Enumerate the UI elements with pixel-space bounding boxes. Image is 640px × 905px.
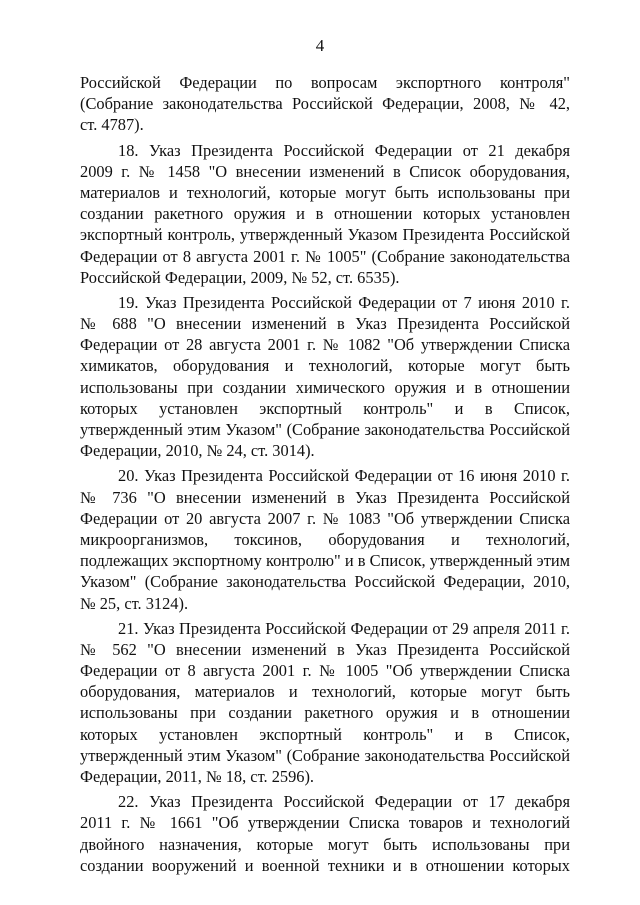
text-line: использованы при создании химического оружия и в отношении [80,377,570,397]
page-number: 4 [315,36,325,55]
text-line: № 736 "О внесении изменений в Указ Президента Российской [80,487,570,507]
paragraph [80,791,570,876]
paragraph [80,72,570,136]
text-line: которых установлен экспортный контроль" и в Список, [80,724,570,744]
text-line: 2009 г. № 1458 "О внесении изменений в Список оборудования, [80,161,570,181]
text-line: утвержденный этим Указом" (Собрание законодательства Российской [80,420,570,439]
text-line: Указом" (Собрание законодательства Российской Федерации, 2010, [80,572,570,592]
text-line: материалов и технологий, которые могут быть использованы при [80,182,570,202]
text-line: № 688 "О внесении изменений в Указ Президента Российской [80,314,570,334]
text-line: 2011 г. № 1661 "Об утверждении Списка товаров и технологий [80,813,570,833]
text-line: 22. Указ Президента Российской Федерации от 17 декабря [118,792,570,812]
paragraph [80,292,570,462]
text-line: создании вооружений и военной техники и в отношении которых [80,855,570,875]
text-line: утвержденный этим Указом" (Собрание законодательства Российской [80,745,570,765]
text-line: Федерации от 8 августа 2001 г. № 1005 "Об утверждении Списка [80,661,570,681]
text-line: Федерации, 2010, № 24, ст. 3014). [80,441,315,461]
text-line: Российской Федерации по вопросам экспортного контроля" [80,73,570,92]
paragraph [80,618,570,788]
text-line: использованы при создании ракетного оружия и в отношении [80,703,570,723]
text-line: Федерации от 8 августа 2001 г. № 1005" (Собрание законодательства [80,246,570,266]
text-line: № 25, ст. 3124). [80,593,189,613]
paragraph [80,140,570,288]
text-line: 20. Указ Президента Российской Федерации от 16 июня 2010 г. [118,466,570,486]
document-body [80,72,570,880]
text-line: Российской Федерации, 2009, № 52, ст. 6535). [80,267,400,287]
text-line: 21. Указ Президента Российской Федерации от 29 апреля 2011 г. [118,618,570,638]
text-line: двойного назначения, которые могут быть использованы при [80,834,570,854]
text-line: химикатов, оборудования и технологий, которые могут быть [80,356,570,376]
text-line: микроорганизмов, токсинов, оборудования и технологий, [80,529,570,549]
paragraph [80,465,570,613]
text-line: которых установлен экспортный контроль" и в Список, [80,398,570,418]
text-line: Федерации от 28 августа 2001 г. № 1082 "Об утверждении Списка [80,335,570,355]
text-line: 19. Указ Президента Российской Федерации от 7 июня 2010 г. [118,292,570,312]
text-line: оборудования, материалов и технологий, которые могут быть [80,682,570,702]
text-line: экспортный контроль, утвержденный Указом Президента Российской [80,225,570,245]
text-line: № 562 "О внесении изменений в Указ Президента Российской [80,639,570,659]
text-line: ст. 4787). [80,115,144,135]
text-line: создании ракетного оружия и в отношении которых установлен [80,204,570,224]
text-line: Федерации от 20 августа 2007 г. № 1083 "Об утверждении Списка [80,508,570,528]
text-line: 18. Указ Президента Российской Федерации от 21 декабря [118,140,570,160]
text-line: Федерации, 2011, № 18, ст. 2596). [80,767,315,786]
text-line: (Собрание законодательства Российской Федерации, 2008, № 42, [80,94,570,114]
text-line: подлежащих экспортному контролю" и в Список, утвержденный этим [80,551,570,571]
